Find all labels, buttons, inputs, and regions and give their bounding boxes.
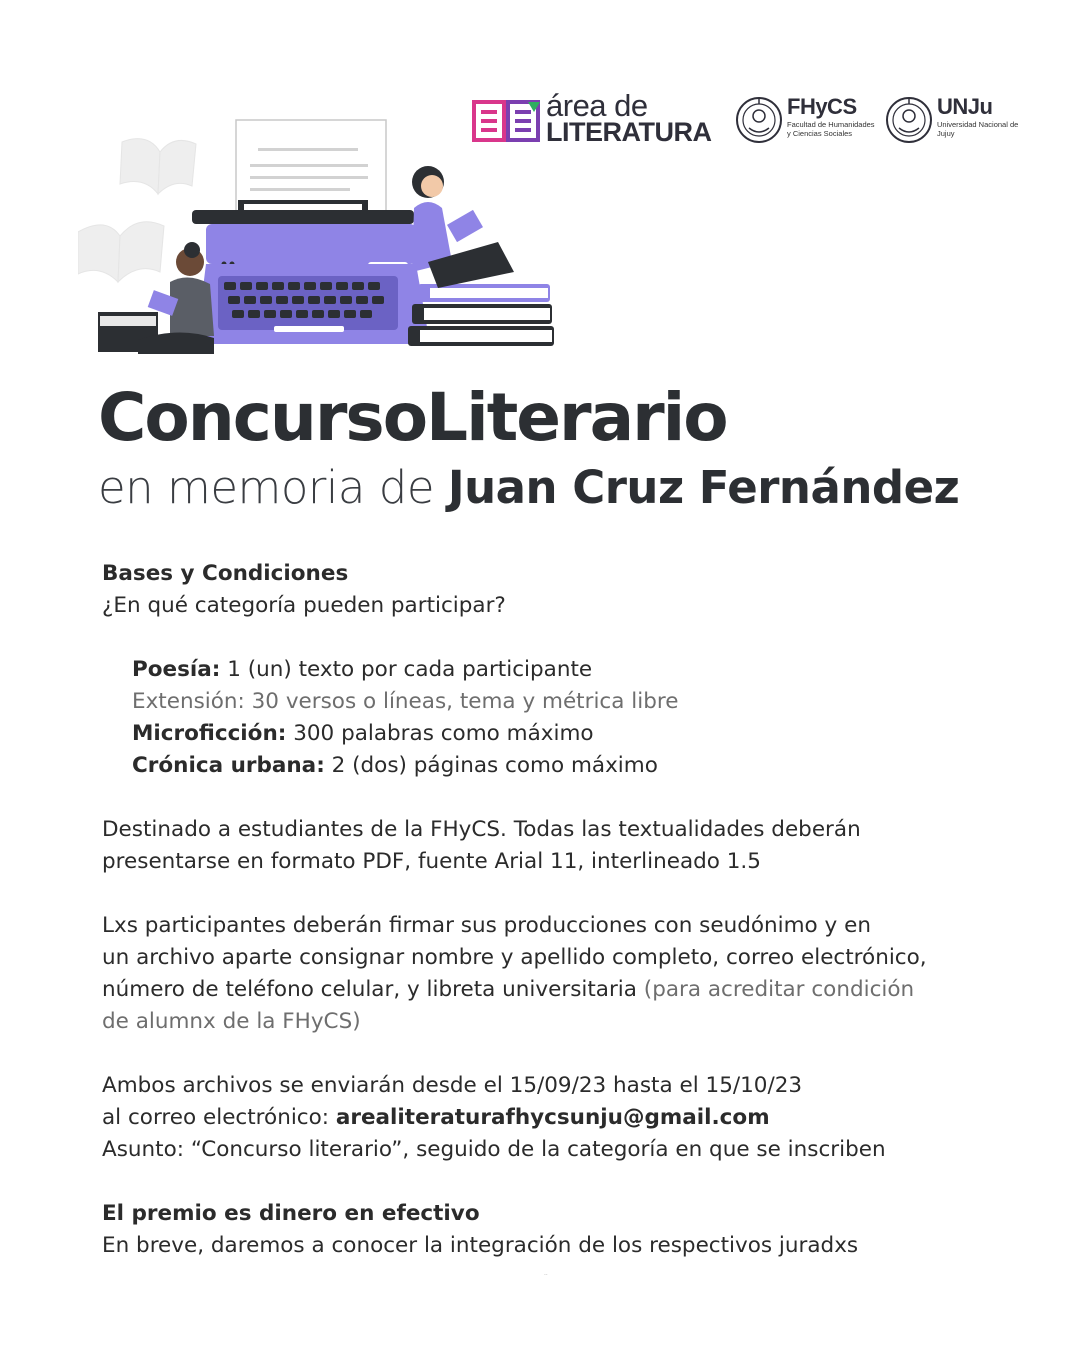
title-main: ConcursoLiterario (98, 379, 727, 456)
email-prefix: al correo electrónico: (102, 1105, 336, 1130)
fhycs-logo (735, 90, 875, 152)
category-note: Extensión: 30 versos o líneas, tema y métrica libre (132, 689, 679, 714)
format-line-2: presentarse en formato PDF, fuente Arial 11, interlineado 1.5 (102, 849, 761, 874)
fhycs-seal-icon (735, 90, 783, 150)
signature-line-3-text: número de teléfono celular, y libreta universitaria (102, 977, 637, 1002)
category-text: 2 (dos) páginas como máximo (324, 753, 658, 778)
category-label: Microficción: (132, 721, 287, 746)
typewriter-icon (192, 200, 430, 344)
poster-title (98, 378, 1038, 518)
title-sub-prefix: en memoria de (98, 461, 448, 514)
signature-note-line-2: de alumnx de la FHyCS) (102, 1009, 361, 1034)
signature-line-1: Lxs participantes deberán firmar sus producciones con seudónimo y en (102, 913, 871, 938)
submission-dates: Ambos archivos se enviarán desde el 15/09/23 hasta el 15/10/23 (102, 1073, 803, 1098)
typewriter-illustration (78, 112, 558, 360)
book-stack-icon (408, 284, 554, 346)
signature-line-3 (102, 974, 1002, 1006)
honoree-name: Juan Cruz Fernández (447, 461, 960, 514)
prize-line: En breve, daremos a conocer la integración de los respectivos juradxs (102, 1233, 859, 1258)
unju-name: UNJu (937, 94, 993, 119)
title-subtitle (98, 458, 1038, 518)
area-logo-line1: área de (546, 88, 648, 123)
unju-logo (885, 90, 1019, 152)
format-line-1: Destinado a estudiantes de la FHyCS. Todas las textualidades deberán (102, 817, 861, 842)
submission-subject: Asunto: “Concurso literario”, seguido de la categoría en que se inscriben (102, 1137, 886, 1162)
category-text: 300 palabras como máximo (286, 721, 594, 746)
unju-subtitle: Universidad Nacional de Jujuy (937, 120, 1019, 138)
signature-note: (para acreditar condición (636, 977, 915, 1002)
footer-mark: ·· (544, 1272, 548, 1279)
category-poesia (102, 654, 1002, 686)
category-label: Crónica urbana: (132, 753, 325, 778)
category-microficcion (102, 718, 1002, 750)
submission-email-line (102, 1102, 1002, 1134)
unju-seal-icon (885, 90, 933, 150)
prize-heading: El premio es dinero en efectivo (102, 1201, 480, 1226)
category-label: Poesía: (132, 657, 221, 682)
category-text: 1 (un) texto por cada participante (220, 657, 593, 682)
contact-email[interactable]: arealiteraturafhycsunju@gmail.com (335, 1105, 770, 1130)
reading-woman-figure (412, 166, 514, 288)
bases-question: ¿En qué categoría pueden participar? (102, 593, 506, 618)
fhycs-subtitle: Facultad de Humanidades y Ciencias Sociales (787, 120, 875, 138)
category-cronica (102, 750, 1002, 782)
signature-line-2: un archivo aparte consignar nombre y apellido completo, correo electrónico, (102, 945, 927, 970)
fhycs-name: FHyCS (787, 94, 857, 119)
rules-body (102, 558, 1002, 1262)
bases-heading: Bases y Condiciones (102, 561, 349, 586)
area-logo-line2: LITERATURA (546, 117, 712, 147)
